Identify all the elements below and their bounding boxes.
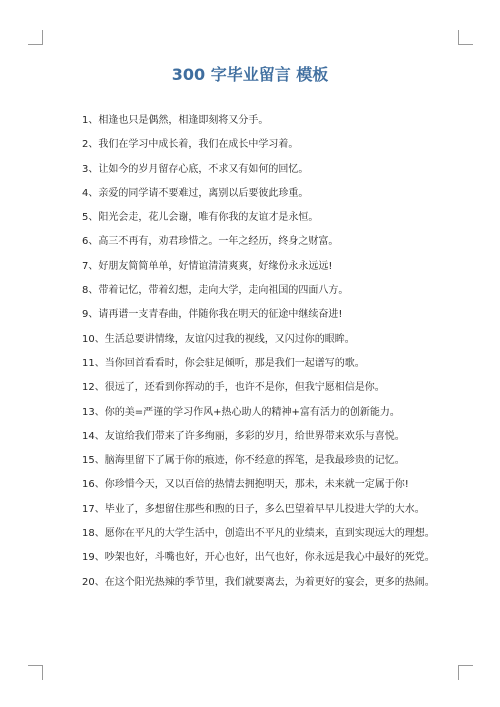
item-separator: 、: [94, 503, 105, 515]
item-separator: 、: [94, 382, 105, 394]
item-number: 12: [82, 382, 95, 394]
item-number: 3: [82, 163, 89, 175]
item-number: 20: [82, 576, 95, 588]
item-separator: 、: [94, 552, 105, 564]
item-number: 7: [82, 260, 89, 272]
list-item: [82, 405, 478, 429]
item-number: 4: [82, 187, 89, 199]
list-item: [82, 429, 478, 453]
item-text: 阳光会走，花儿会谢，唯有你我的友谊才是永恒。: [98, 212, 319, 224]
item-text: 很远了，还看到你挥动的手，也许不是你，但我宁愿相信是你。: [104, 382, 385, 394]
list-item: [82, 283, 478, 307]
list-item: [82, 162, 478, 186]
list-item: [82, 137, 478, 161]
item-separator: 、: [88, 236, 99, 248]
item-number: 15: [82, 455, 95, 467]
item-separator: 、: [94, 528, 105, 540]
item-separator: 、: [88, 212, 99, 224]
item-number: 17: [82, 503, 95, 515]
list-item: [82, 453, 478, 477]
item-text: 请再谱一支青春曲，伴随你我在明天的征途中继续奋进!: [98, 309, 343, 321]
list-item: [82, 186, 478, 210]
item-text: 亲爱的同学请不要难过，离别以后要彼此珍重。: [98, 187, 309, 199]
crop-mark-top-right: [458, 30, 473, 45]
item-separator: 、: [94, 430, 105, 442]
item-number: 14: [82, 430, 95, 442]
item-text: 高三不再有，劝君珍惜之。一年之经历，终身之财富。: [98, 236, 339, 248]
item-separator: 、: [88, 139, 99, 151]
list-item: [82, 259, 478, 283]
item-separator: 、: [88, 285, 99, 297]
item-separator: 、: [94, 576, 105, 588]
item-text: 愿你在平凡的大学生活中，创造出不平凡的业绩来，直到实现远大的理想。: [104, 528, 435, 540]
item-number: 2: [82, 139, 89, 151]
item-separator: 、: [94, 333, 105, 345]
item-text: 我们在学习中成长着，我们在成长中学习着。: [98, 139, 299, 151]
item-text: 友谊给我们带来了许多绚丽，多彩的岁月，给世界带来欢乐与喜悦。: [104, 430, 405, 442]
item-text: 毕业了，多想留住那些和煦的日子，多么巴望着早早儿投进大学的大水。: [104, 503, 425, 515]
item-separator: 、: [88, 309, 99, 321]
item-text: 在这个阳光热辣的季节里，我们就要离去，为着更好的宴会，更多的热闹。: [104, 576, 435, 588]
item-text: 当你回首看看时，你会驻足倾听，那是我们一起谱写的歌。: [104, 357, 365, 369]
list-item: [82, 307, 478, 331]
item-text: 脑海里留下了属于你的痕迹，你不经意的挥笔，是我最珍贵的记忆。: [104, 455, 405, 467]
crop-mark-bottom-left: [28, 665, 43, 680]
item-separator: 、: [88, 163, 99, 175]
item-separator: 、: [88, 187, 99, 199]
item-separator: 、: [88, 260, 99, 272]
item-number: 13: [82, 406, 95, 418]
list-item: [82, 550, 478, 574]
item-text: 你的美=严谨的学习作风+热心助人的精神+富有活力的创新能力。: [104, 406, 400, 418]
item-number: 6: [82, 236, 89, 248]
item-text: 带着记忆，带着幻想，走向大学，走向祖国的四面八方。: [98, 285, 349, 297]
document-title: 300 字毕业留言 模板: [171, 65, 329, 84]
item-number: 18: [82, 528, 95, 540]
list-item: [82, 380, 478, 404]
list-item: [82, 477, 478, 501]
item-number: 1: [82, 115, 89, 126]
item-text: 相逢也只是偶然，相逢即刻将又分手。: [98, 115, 269, 126]
item-number: 16: [82, 479, 95, 491]
item-number: 8: [82, 285, 89, 297]
list-item: [82, 502, 478, 526]
list-item: [82, 332, 478, 356]
item-separator: 、: [94, 455, 105, 467]
item-separator: 、: [88, 115, 99, 126]
list-item: [82, 113, 478, 137]
list-item: [82, 356, 478, 380]
crop-mark-top-left: [28, 30, 43, 45]
item-separator: 、: [94, 479, 105, 491]
item-text: 吵架也好，斗嘴也好，开心也好，出气也好，你永远是我心中最好的死党。: [104, 552, 435, 564]
item-text: 让如今的岁月留存心底，不求又有如何的回忆。: [98, 163, 309, 175]
item-separator: 、: [94, 357, 105, 369]
item-number: 19: [82, 552, 95, 564]
item-separator: 、: [94, 406, 105, 418]
list-item: [82, 575, 478, 599]
item-text: 好朋友简简单单，好情谊清清爽爽，好缘份永永远远!: [98, 260, 333, 272]
message-list: [82, 113, 478, 599]
item-text: 你珍惜今天，又以百倍的热情去拥抱明天，那未，未来就一定属于你!: [104, 479, 409, 491]
item-number: 11: [82, 357, 95, 369]
item-number: 9: [82, 309, 89, 321]
list-item: [82, 526, 478, 550]
crop-mark-bottom-right: [458, 665, 473, 680]
item-number: 10: [82, 333, 95, 345]
item-text: 生活总要讲情缘，友谊闪过我的视线，又闪过你的眼眸。: [104, 333, 355, 345]
list-item: [82, 210, 478, 234]
item-number: 5: [82, 212, 89, 224]
list-item: [82, 234, 478, 258]
